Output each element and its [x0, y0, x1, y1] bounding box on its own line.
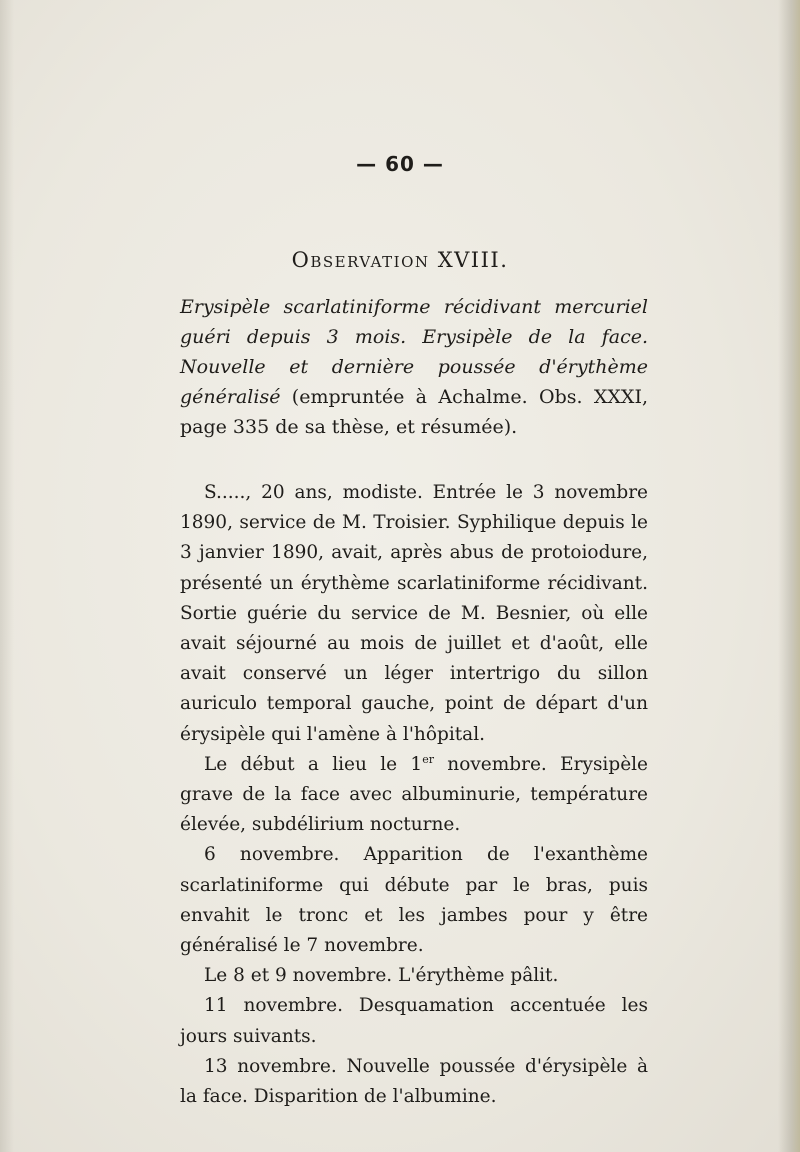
observation-body [180, 478, 648, 1112]
observation-summary [180, 292, 648, 442]
summary-regular-text: (empruntée à Achalme. Obs. XXXI, page 335 de sa thèse, et résumée). [180, 386, 648, 438]
paragraph-nov-13: 13 novembre. Nouvelle poussée d'érysipèle à la face. Disparition de l'albumine. [180, 1055, 648, 1108]
page-number: — 60 — [356, 152, 444, 176]
paragraph-patient-history: S....., 20 ans, modiste. Entrée le 3 novembre 1890, service de M. Troisier. Syphilique depuis le 3 janvier 1890, avait, après abus de protoiodure, présenté un érythème scarlatiniforme récidivant. Sortie guérie du service de M. Besnier, où elle avait séjourné au mois de juillet et d'août, elle avait conservé un léger intertrigo du sillon auriculo temporal gauche, point de départ d'un érysipèle qui l'amène à l'hôpital. [180, 482, 648, 745]
paragraph-nov-11: 11 novembre. Desquamation accentuée les jours suivants. [180, 995, 648, 1047]
paragraph-nov-6: 6 novembre. Apparition de l'exanthème scarlatiniforme qui débute par le bras, puis envahit le tronc et les jambes pour y être généralisé le 7 novembre. [180, 844, 648, 957]
summary-italic-text: Erysipèle scarlatiniforme récidivant mercuriel guéri depuis 3 mois. Erysipèle de la face. Nouvelle et dernière poussée d'érythème généralisé [180, 296, 648, 408]
onset-text-after: novembre. Erysipèle grave de la face avec albuminurie, température élevée, subdélirium nocturne. [180, 753, 649, 836]
onset-text-before: Le début a lieu le 1 [204, 753, 423, 775]
observation-title: Observation XVIII. [291, 248, 509, 272]
paragraph-onset [180, 750, 648, 841]
paragraph-nov-8-9: Le 8 et 9 novembre. L'érythème pâlit. [204, 965, 559, 987]
onset-superscript: er [422, 752, 434, 766]
